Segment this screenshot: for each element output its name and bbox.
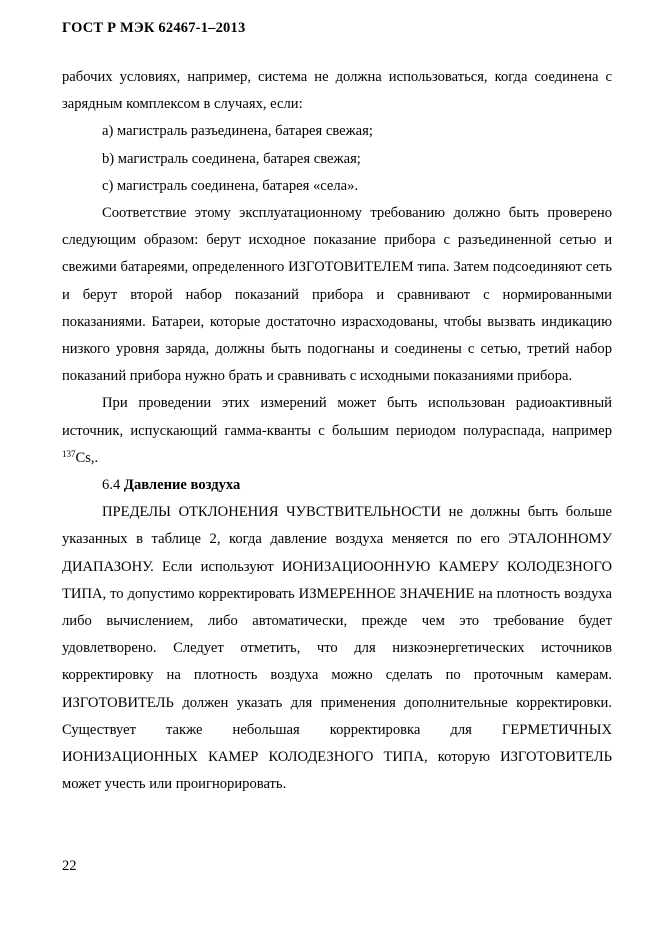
page-number: 22 <box>62 858 77 874</box>
section-number: 6.4 <box>102 477 121 494</box>
paragraph-air-pressure: ПРЕДЕЛЫ ОТКЛОНЕНИЯ ЧУВСТВИТЕЛЬНОСТИ не должны быть больше указанных в таблице 2, когда давление воздуха меняется по его ЭТАЛОННОМУ ДИАПАЗОНУ. Если используют ИОНИЗАЦИООННУЮ КАМЕРУ КОЛОДЕЗНОГО ТИПА, то допустимо корректировать ИЗМЕРЕННОЕ ЗНАЧЕНИЕ на плотность воздуха либо вычислением, либо автоматически, прежде чем это требование будет удовлетворено. Следует отметить, что для низкоэнергетических источников корректировку на плотность воздуха можно сделать по проточным камерам. ИЗГОТОВИТЕЛЬ должен указать для применения дополнительные корректировки. Существует также небольшая корректировка для ГЕРМЕТИЧНЫХ ИОНИЗАЦИОННЫХ КАМЕР КОЛОДЕЗНОГО ТИПА, которую ИЗГОТОВИТЕЛЬ может учесть или проигнорировать. <box>62 504 612 793</box>
list-item-c: c) магистраль соединена, батарея «села». <box>102 177 359 194</box>
list-item-b: b) магистраль соединена, батарея свежая; <box>102 150 361 167</box>
list-item-a: a) магистраль разъединена, батарея свежая; <box>102 123 373 140</box>
section-title: Давление воздуха <box>123 477 241 494</box>
isotope-mass-number: 137 <box>62 448 76 459</box>
paragraph-radioactive-source <box>62 390 612 472</box>
document-header: ГОСТ Р МЭК 62467-1–2013 <box>62 20 246 36</box>
paragraph-continuation: рабочих условиях, например, система не должна использоваться, когда соединена с зарядным комплексом в случаях, если: <box>62 69 612 113</box>
isotope-symbol: Cs,. <box>75 449 99 466</box>
paragraph-compliance-check: Соответствие этому эксплуатационному требованию должно быть проверено следующим образом: берут исходное показание прибора с разъединенной сетью и свежими батареями, определенного ИЗГОТОВИТЕЛЕМ типа. Затем подсоединяют сеть и берут второй набор показаний прибора и сравнивают с нормированными показаниями. Батареи, которые достаточно израсходованы, чтобы вызвать индикацию низкого уровня заряда, должны быть подогнаны и соединены с сетью, третий набор показаний прибора нужно брать и сравнивать с исходными показаниями прибора. <box>62 205 612 385</box>
document-body <box>62 64 612 798</box>
section-heading <box>62 472 612 499</box>
radioactive-source-text: При проведении этих измерений может быть использован радиоактивный источник, испускающий гамма-кванты с большим периодом полураспада, например <box>62 395 612 439</box>
